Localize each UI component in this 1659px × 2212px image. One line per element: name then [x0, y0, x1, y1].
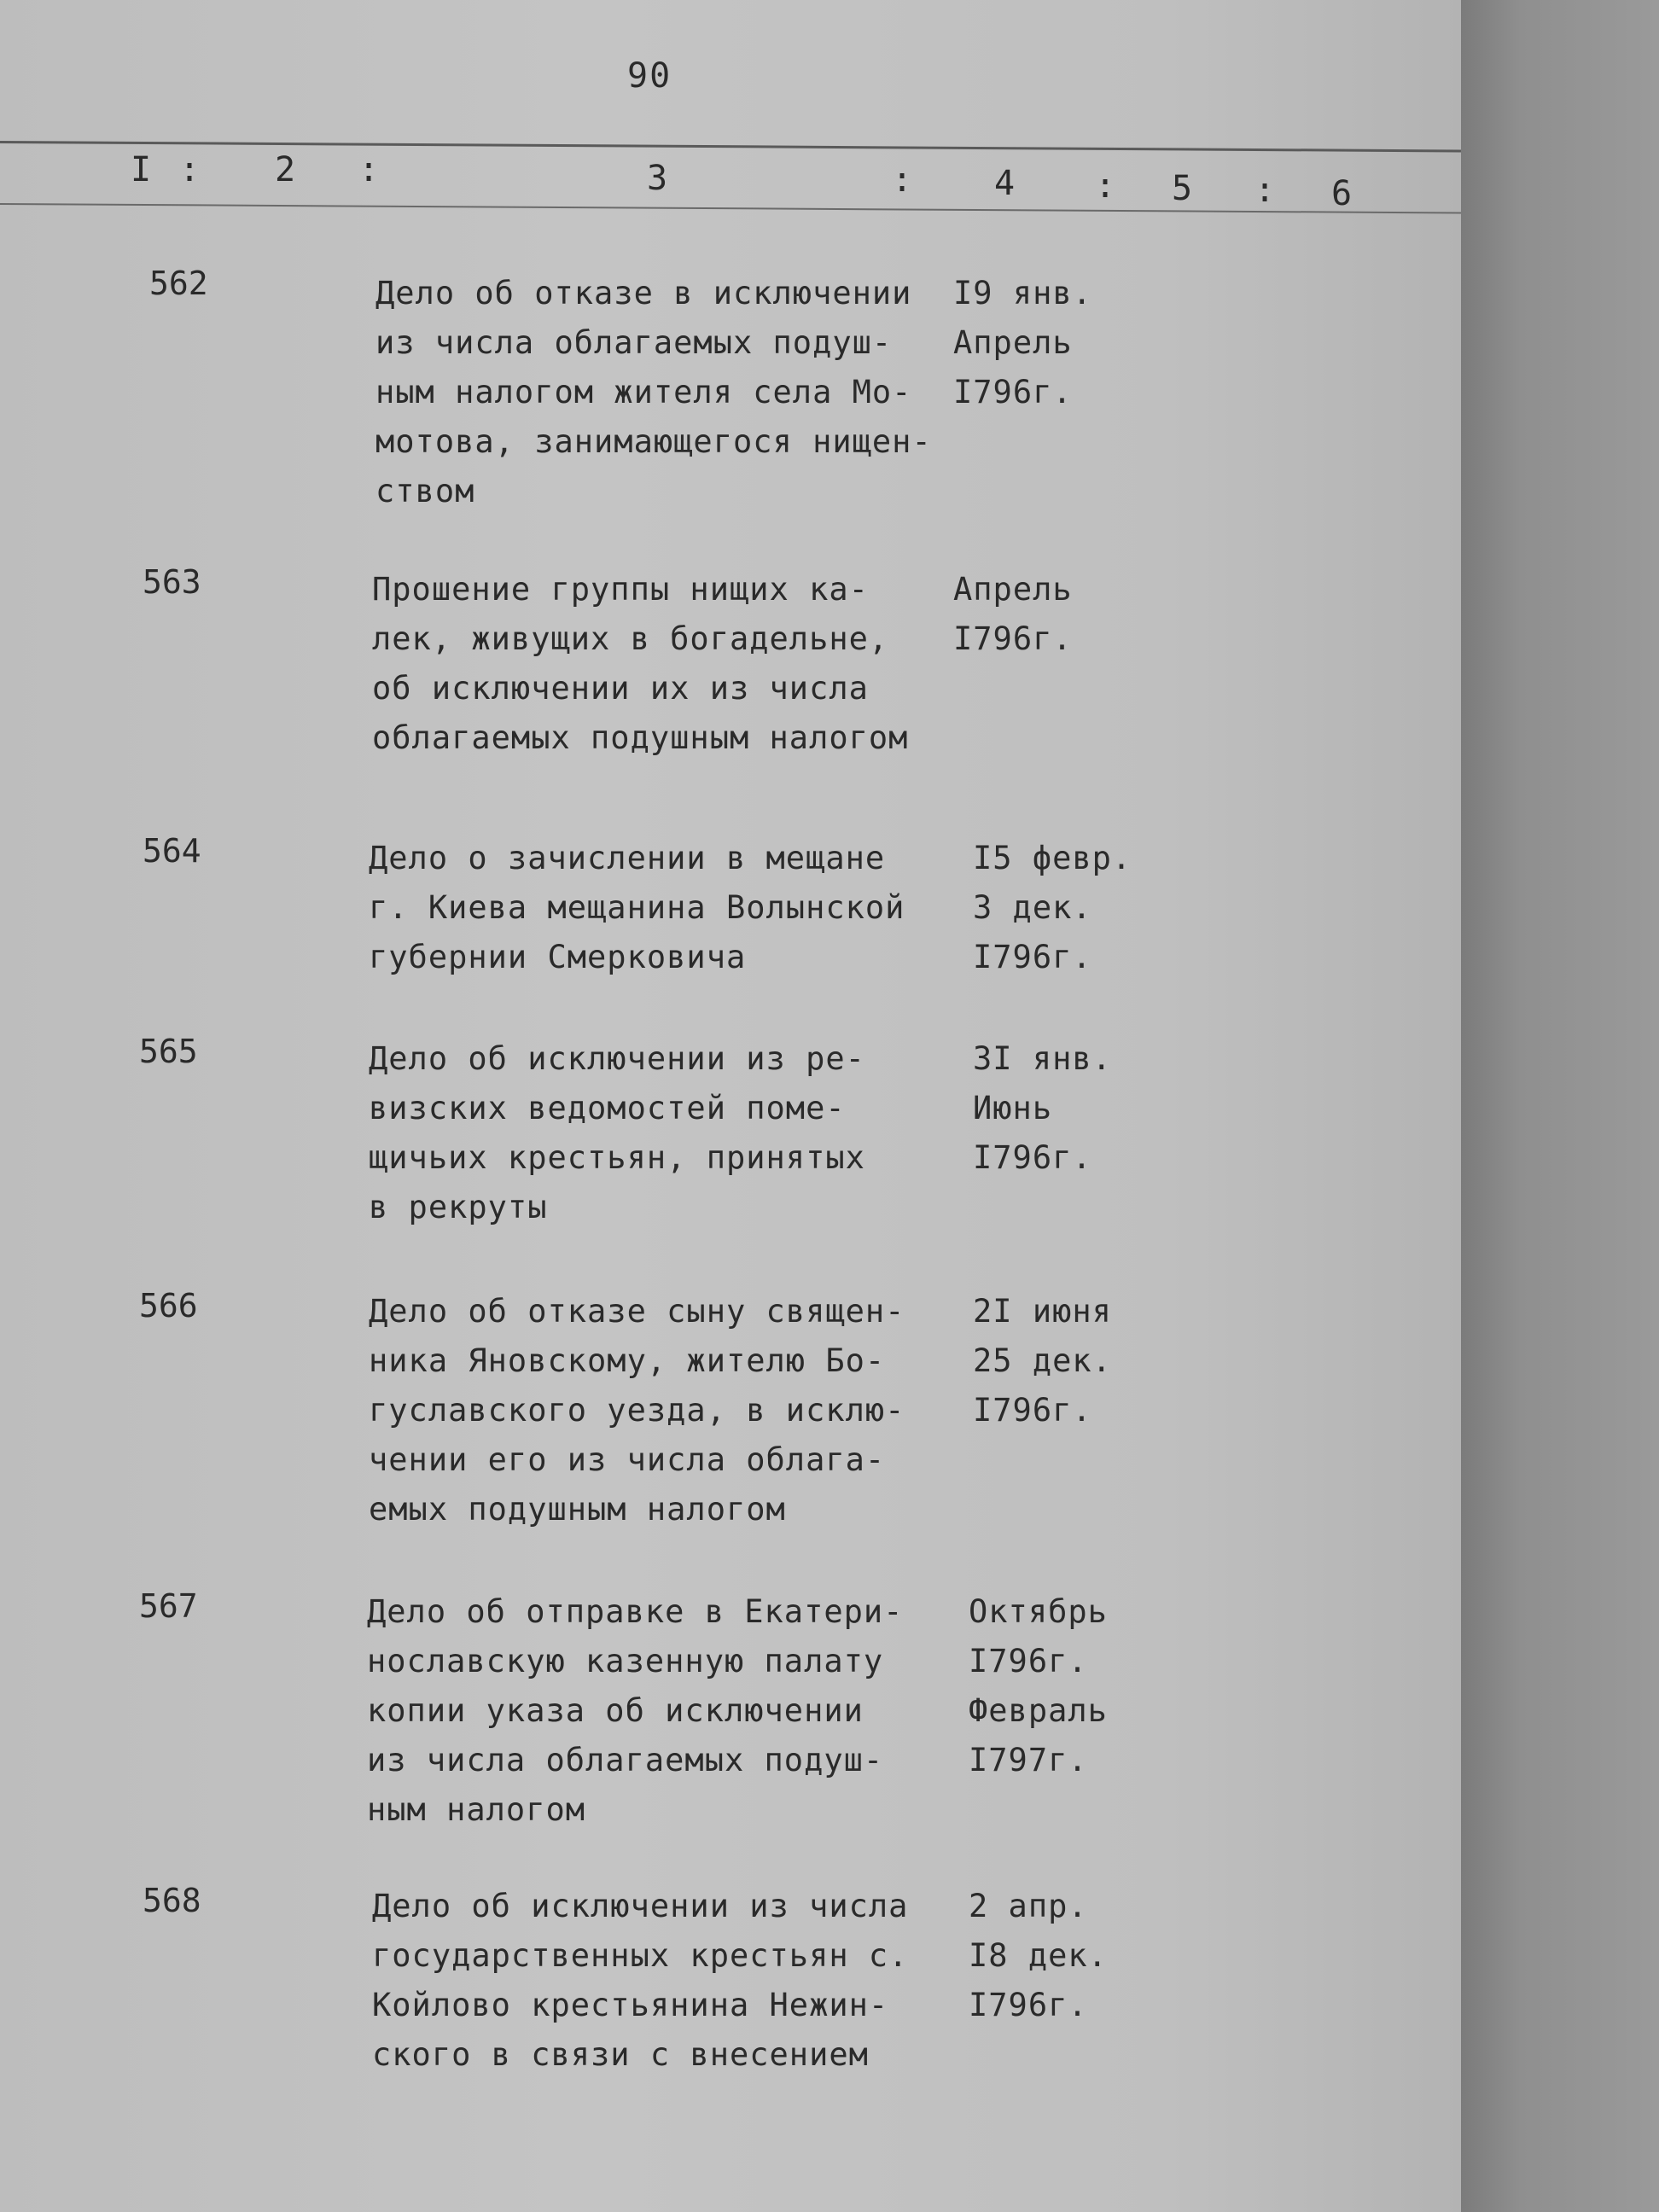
date-line: I796г.	[973, 1139, 1092, 1176]
description-line: лек, живущих в богадельне,	[372, 620, 889, 657]
description-line: нославскую казенную палату	[367, 1643, 884, 1679]
description-line: ством	[375, 473, 475, 509]
date-line: I796г.	[969, 1987, 1088, 2023]
column-header-5: 5	[1172, 169, 1193, 208]
description-line: г. Киева мещанина Волынской	[369, 889, 905, 926]
entry-dates	[969, 1587, 1190, 1785]
entry-description	[369, 834, 966, 982]
description-line: из числа облагаемых подуш-	[367, 1742, 884, 1778]
date-line: Октябрь	[969, 1593, 1108, 1630]
description-line: из числа облагаемых подуш-	[375, 324, 893, 361]
description-line: государственных крестьян с.	[372, 1937, 909, 1974]
description-line: облагаемых подушным налогом	[372, 719, 909, 756]
entry-number: 568	[143, 1882, 201, 1919]
date-line: 25 дек.	[973, 1342, 1112, 1379]
date-line: I796г.	[953, 620, 1073, 657]
description-line: в рекруты	[369, 1189, 548, 1225]
description-line: Койлово крестьянина Нежин-	[372, 1987, 889, 2023]
description-line: Дело о зачислении в мещане	[369, 840, 886, 876]
date-line: I5 февр.	[973, 840, 1132, 876]
entry-number: 566	[139, 1287, 198, 1324]
column-separator: :	[1254, 171, 1276, 210]
column-separator: :	[179, 150, 201, 189]
column-header-2: 2	[275, 150, 296, 189]
description-line: щичьих крестьян, принятых	[369, 1139, 865, 1176]
date-line: I796г.	[973, 939, 1092, 975]
column-separator: :	[1095, 166, 1116, 206]
entry-description	[372, 565, 969, 763]
date-line: 2 апр.	[969, 1888, 1088, 1924]
entry-dates	[953, 565, 1175, 664]
entry-description	[369, 1287, 966, 1534]
description-line: ского в связи с внесением	[372, 2036, 869, 2073]
date-line: I796г.	[953, 374, 1073, 410]
date-line: I8 дек.	[969, 1937, 1108, 1974]
entry-dates	[953, 269, 1175, 417]
entry-number: 562	[149, 265, 208, 302]
date-line: 3 дек.	[973, 889, 1092, 926]
background-surface	[1461, 0, 1659, 2212]
entry-description	[375, 269, 973, 516]
header-rule-bottom	[0, 203, 1461, 213]
date-line: I796г.	[973, 1392, 1092, 1429]
description-line: об исключении их из числа	[372, 670, 869, 707]
date-line: Апрель	[953, 324, 1073, 361]
date-line: I796г.	[969, 1643, 1088, 1679]
date-line: Февраль	[969, 1692, 1108, 1729]
description-line: гуславского уезда, в исклю-	[369, 1392, 905, 1429]
entry-description	[369, 1034, 966, 1232]
entry-dates	[973, 834, 1195, 982]
description-line: визских ведомостей поме-	[369, 1090, 846, 1126]
entry-number: 565	[139, 1033, 198, 1070]
date-line: 2I июня	[973, 1293, 1112, 1330]
entry-description	[367, 1587, 964, 1835]
entry-number: 567	[139, 1587, 198, 1625]
entry-number: 564	[143, 832, 201, 870]
description-line: копии указа об исключении	[367, 1692, 864, 1729]
column-header-3: 3	[647, 159, 668, 198]
description-line: Дело об исключении из числа	[372, 1888, 909, 1924]
entry-dates	[973, 1034, 1195, 1183]
description-line: ным налогом жителя села Мо-	[375, 374, 912, 410]
entry-dates	[969, 1882, 1190, 2030]
header-rule-top	[0, 141, 1461, 152]
column-header-6: 6	[1331, 174, 1353, 213]
description-line: Прошение группы нищих ка-	[372, 571, 869, 608]
column-header-1: I	[131, 150, 152, 189]
description-line: Дело об отказе в исключении	[375, 275, 912, 311]
column-header-4: 4	[994, 164, 1016, 203]
description-line: Дело об отправке в Екатери-	[367, 1593, 904, 1630]
description-line: Дело об отказе сыну священ-	[369, 1293, 905, 1330]
description-line: емых подушным налогом	[369, 1491, 786, 1528]
description-line: мотова, занимающегося нищен-	[375, 423, 932, 460]
description-line: Дело об исключении из ре-	[369, 1040, 865, 1077]
column-separator: :	[358, 150, 380, 189]
date-line: I797г.	[969, 1742, 1088, 1778]
date-line: Июнь	[973, 1090, 1053, 1126]
description-line: губернии Смерковича	[369, 939, 747, 975]
entry-dates	[973, 1287, 1195, 1435]
description-line: ника Яновскому, жителю Бо-	[369, 1342, 886, 1379]
page-number: 90	[627, 56, 672, 96]
date-line: Апрель	[953, 571, 1073, 608]
entry-description	[372, 1882, 969, 2080]
entry-number: 563	[143, 563, 201, 601]
description-line: ным налогом	[367, 1791, 586, 1828]
column-separator: :	[892, 160, 913, 200]
description-line: чении его из числа облага-	[369, 1441, 886, 1478]
date-line: 3I янв.	[973, 1040, 1112, 1077]
date-line: I9 янв.	[953, 275, 1092, 311]
